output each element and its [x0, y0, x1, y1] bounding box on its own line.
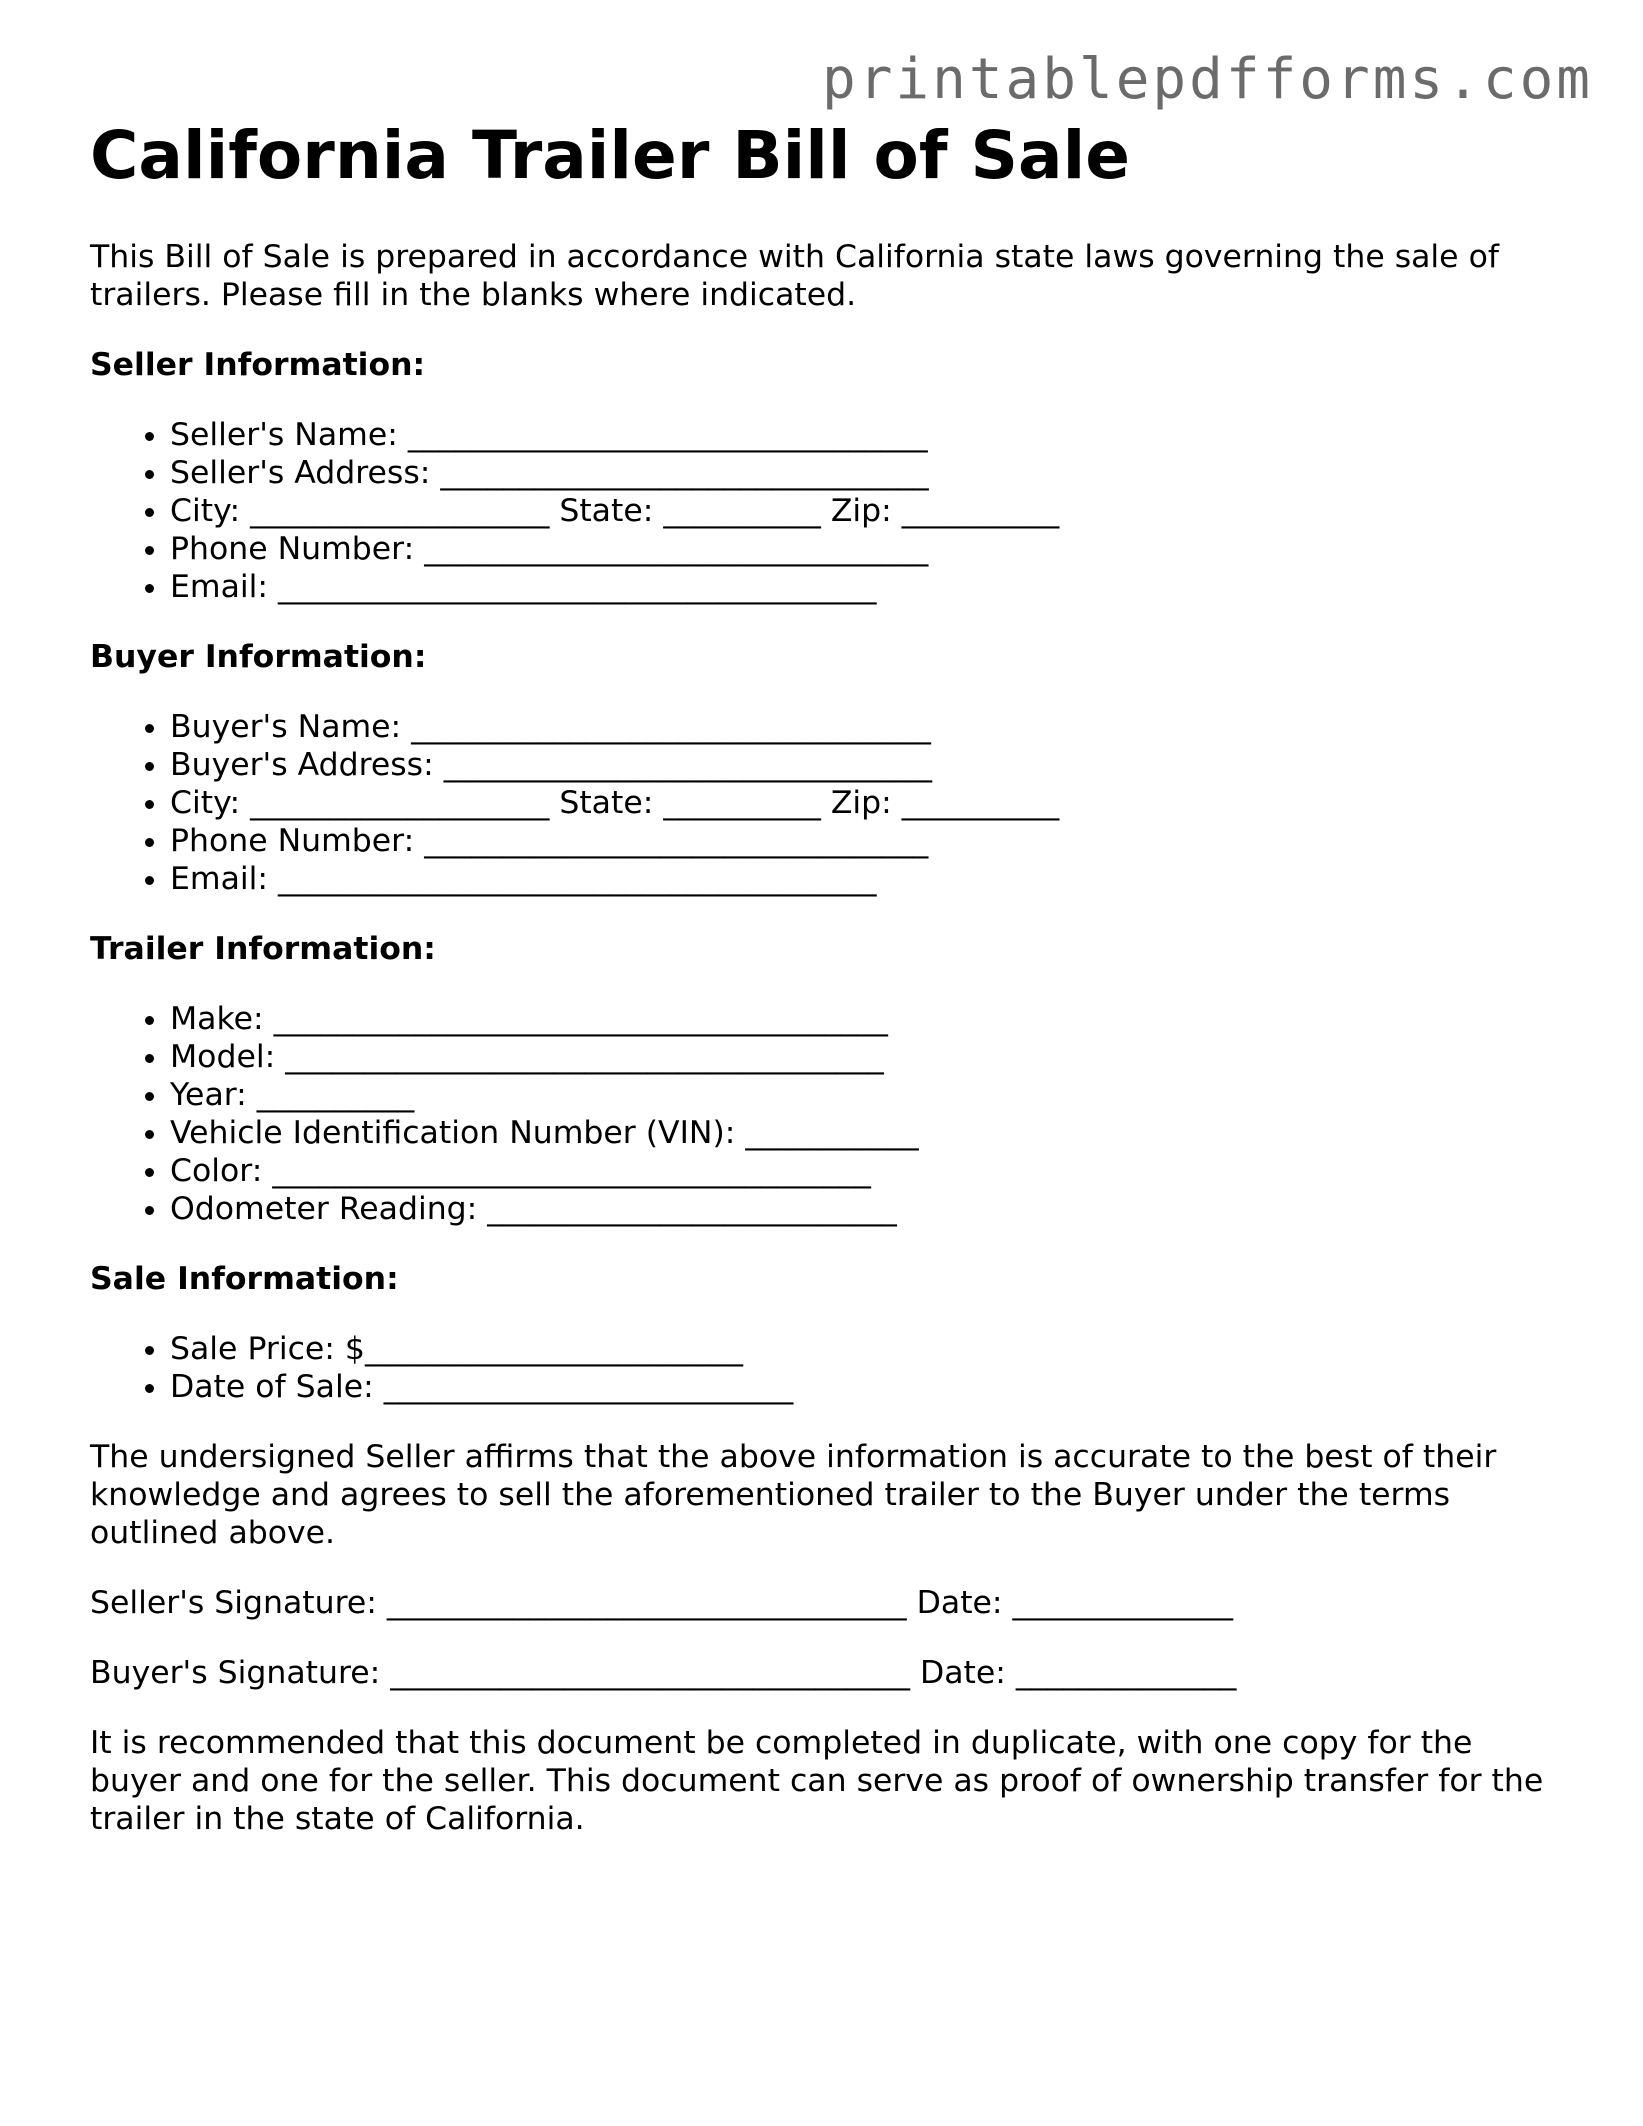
page-title: California Trailer Bill of Sale — [90, 117, 1130, 194]
buyer-email-field: • Email: ______________________________________ — [170, 860, 1570, 898]
document-body — [90, 118, 1570, 1838]
seller-email-field: • Email: ______________________________________ — [170, 568, 1570, 606]
intro-paragraph: This Bill of Sale is prepared in accordance with California state laws governing the sale of trailers. Please fill in the blanks where indicated. — [90, 238, 1499, 313]
buyer-field-list — [90, 708, 1570, 898]
seller-signature-line: Seller's Signature: _________________________________ Date: ______________ — [90, 1584, 1234, 1621]
sale-field-list — [90, 1330, 1570, 1406]
trailer-color-field: • Color: ______________________________________ — [170, 1152, 1570, 1190]
seller-name-field: • Seller's Name: _________________________________ — [170, 416, 1570, 454]
sale-price-field: • Sale Price: $________________________ — [170, 1330, 1570, 1368]
affirmation-paragraph: The undersigned Seller affirms that the above information is accurate to the best of their knowledge and agrees to sell the aforementioned trailer to the Buyer under the terms outlined above. — [90, 1438, 1497, 1551]
trailer-odometer-field: • Odometer Reading: __________________________ — [170, 1190, 1570, 1228]
sale-date-field: • Date of Sale: __________________________ — [170, 1368, 1570, 1406]
seller-section-heading: Seller Information: — [90, 346, 426, 383]
seller-address-field: • Seller's Address: _______________________________ — [170, 454, 1570, 492]
trailer-field-list — [90, 1000, 1570, 1228]
trailer-vin-field: • Vehicle Identification Number (VIN): ___________ — [170, 1114, 1570, 1152]
seller-city-state-zip-field: • City: ___________________ State: __________ Zip: __________ — [170, 492, 1570, 530]
buyer-signature-line: Buyer's Signature: _________________________________ Date: ______________ — [90, 1654, 1237, 1691]
buyer-address-field: • Buyer's Address: _______________________________ — [170, 746, 1570, 784]
watermark: printablepdfforms.com — [821, 47, 1593, 112]
trailer-make-field: • Make: _______________________________________ — [170, 1000, 1570, 1038]
trailer-model-field: • Model: ______________________________________ — [170, 1038, 1570, 1076]
seller-field-list — [90, 416, 1570, 606]
trailer-year-field: • Year: __________ — [170, 1076, 1570, 1114]
buyer-phone-field: • Phone Number: ________________________________ — [170, 822, 1570, 860]
sale-section-heading: Sale Information: — [90, 1260, 399, 1297]
buyer-name-field: • Buyer's Name: _________________________________ — [170, 708, 1570, 746]
buyer-section-heading: Buyer Information: — [90, 638, 427, 675]
buyer-city-state-zip-field: • City: ___________________ State: __________ Zip: __________ — [170, 784, 1570, 822]
trailer-section-heading: Trailer Information: — [90, 930, 436, 967]
seller-phone-field: • Phone Number: ________________________________ — [170, 530, 1570, 568]
closing-paragraph: It is recommended that this document be completed in duplicate, with one copy for the buyer and one for the seller. This document can serve as proof of ownership transfer for the trailer in the state of California. — [90, 1724, 1544, 1837]
